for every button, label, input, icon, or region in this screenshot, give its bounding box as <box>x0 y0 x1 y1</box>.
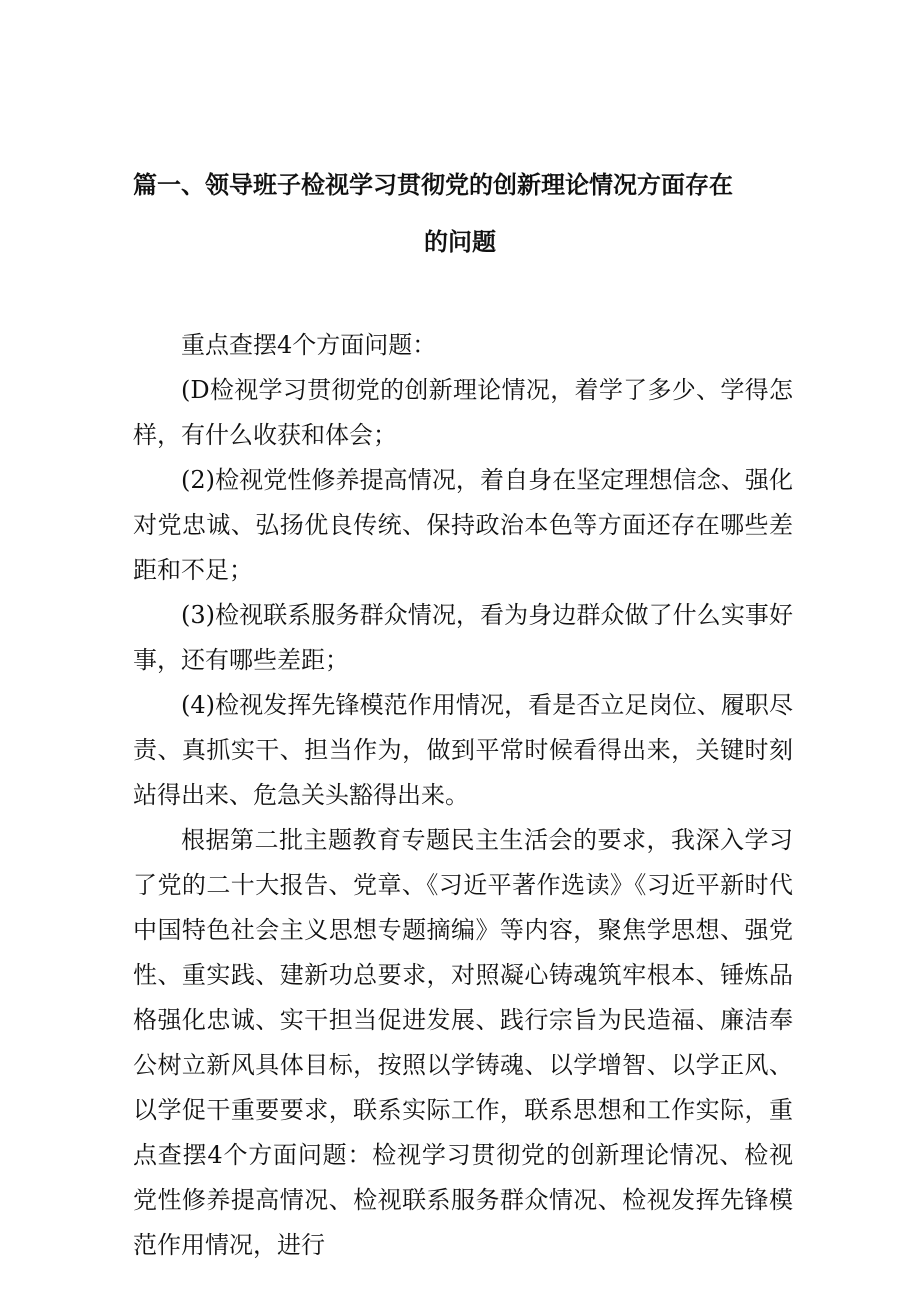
paragraph-item-4: (4)检视发挥先锋模范作用情况，看是否立足岗位、履职尽责、真抓实干、担当作为，做到平常时候看得出来，关键时刻站得出来、危急关头豁得出来。 <box>133 691 793 809</box>
document-body <box>133 323 793 1268</box>
document-title-line-2: 的问题 <box>424 228 496 256</box>
document-title-line-1: 篇一、领导班子检视学习贯彻党的创新理论情况方面存在 <box>133 171 733 199</box>
paragraph-intro: 重点查摆4个方面问题： <box>181 331 437 359</box>
paragraph-item-3: (3)检视联系服务群众情况，看为身边群众做了什么实事好事，还有哪些差距； <box>133 601 793 674</box>
paragraph-main: 根据第二批主题教育专题民主生活会的要求，我深入学习了党的二十大报告、党章、《习近平著作选读》《习近平新时代中国特色社会主义思想专题摘编》等内容，聚焦学思想、强党性、重实践、建新功总要求，对照凝心铸魂筑牢根本、锤炼品格强化忠诚、实干担当促进发展、践行宗旨为民造福、廉洁奉公树立新风具体目标，按照以学铸魂、以学增智、以学正风、以学促干重要要求，联系实际工作，联系思想和工作实际，重点查摆4个方面问题：检视学习贯彻党的创新理论情况、检视党性修养提高情况、检视联系服务群众情况、检视发挥先锋模范作用情况，进行 <box>133 826 793 1259</box>
paragraph-item-2: (2)检视党性修养提高情况，着自身在坚定理想信念、强化对党忠诚、弘扬优良传统、保持政治本色等方面还存在哪些差距和不足； <box>133 466 793 584</box>
paragraph-item-1: (D检视学习贯彻党的创新理论情况，着学了多少、学得怎样，有什么收获和体会； <box>133 376 793 449</box>
